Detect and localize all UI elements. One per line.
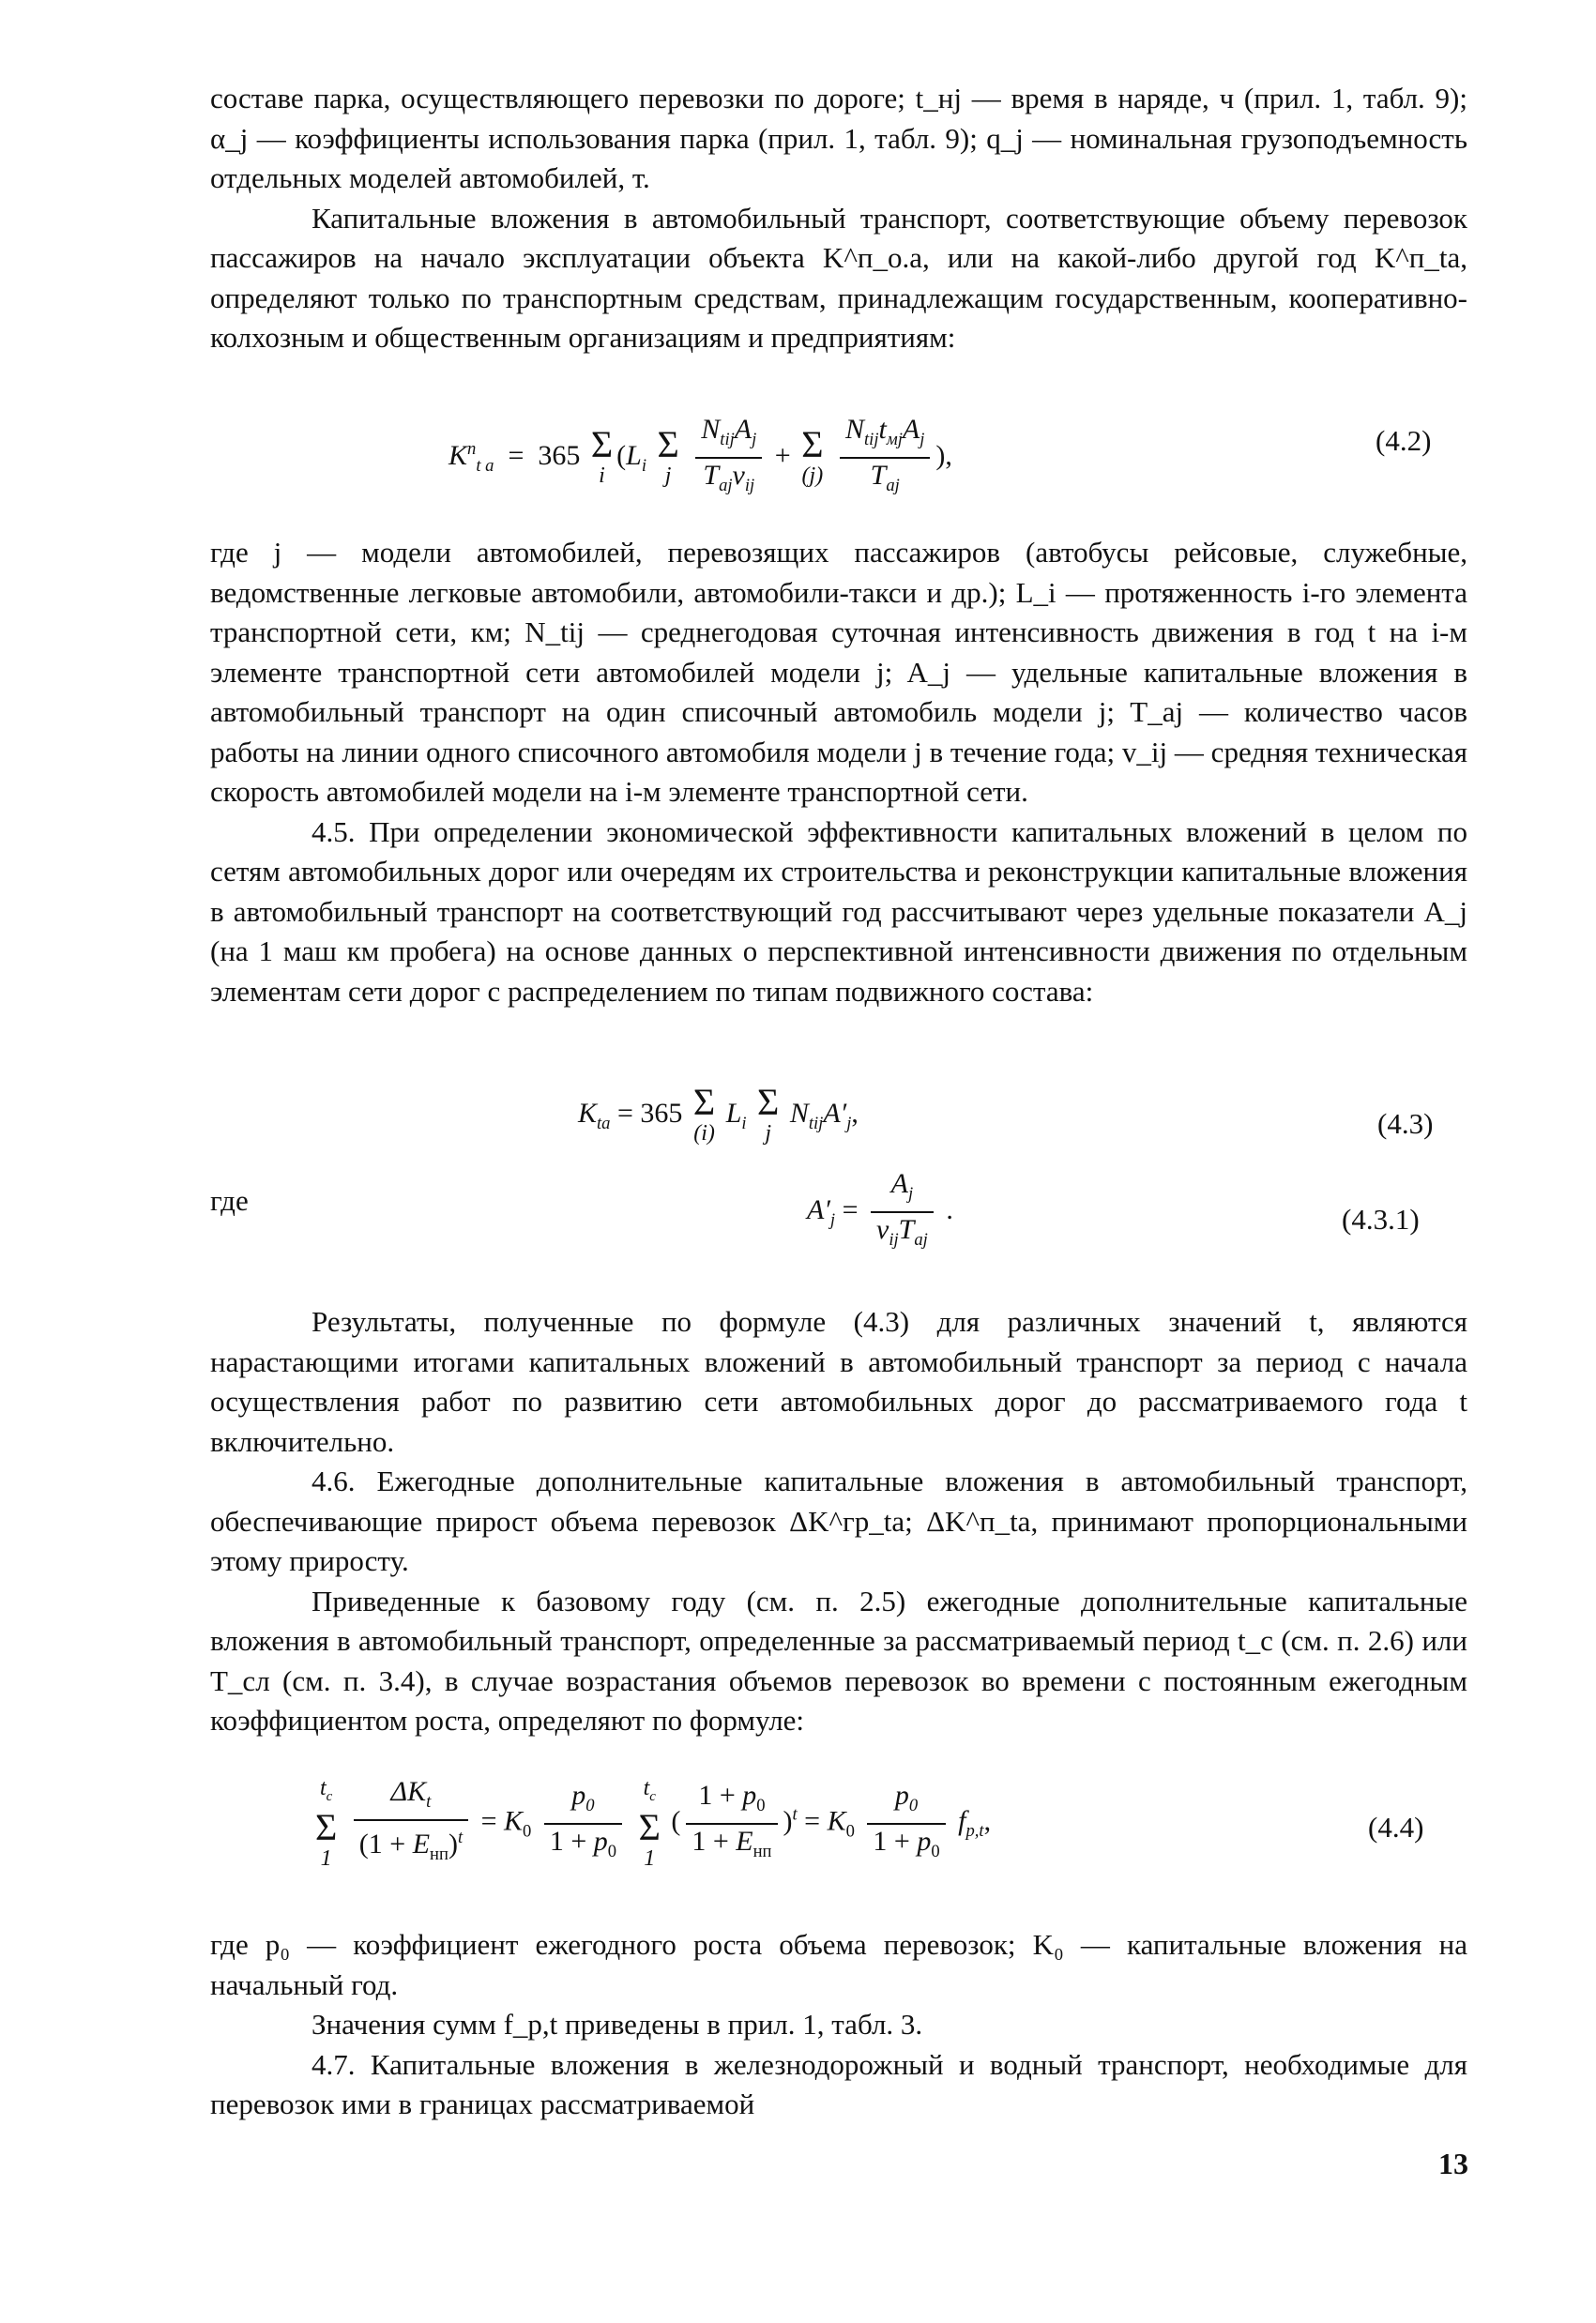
formula-4-4: $t_c$ Σ 1 $\frac{\Delta K_t}{(1 + E_{нп})^t}$ = $K_0$ $\frac{p_0}{1 + p_0}$ $t_c$ Σ 1 ( $\frac{1 + p_0}{1 + E_{нп}}$ )$^t = K_0$ $\frac{p_0}{1 + p_0}$ $f_{p,t}$, (315, 1776, 992, 1871)
equation-number-4-2: (4.2) (1376, 424, 1432, 457)
formula-4-3: $K_{ta} = 365$ Σ (i) $L_i$ Σ j $N_{tij}A'_j$, (578, 1081, 859, 1146)
equation-number-4-3: (4.3) (1377, 1107, 1434, 1140)
page-number: 13 (1438, 2147, 1468, 2180)
formula-4-2: $K^п_{t а} = 365$ Σ i ($L_i$ Σ j $\frac{N_{tij}A_j}{T_{aj}v_{ij}}$ + Σ (j) $\frac{N_{tij}t_{мj}A_j}{T_{aj}}$ ), (448, 414, 952, 495)
equation-number-4-3-1: (4.3.1) (1342, 1203, 1420, 1236)
paragraph-capital-investment: Капитальные вложения в автомобильный транспорт, соответствующие объему перевозок пассажиров на начало эксплуатации объекта K^п_о.а, или на какой-либо другой год K^п_ta, определяют только по транспортным средствам, принадлежащим государственным, кооперативно-колхозным и общественным организациям и предприятиям: (210, 201, 1467, 354)
paragraph-4-5: 4.5. При определении экономической эффективности капитальных вложений в целом по сетям автомобильных дорог или очередям их строительства и реконструкции капитальные вложения в автомобильный транспорт на соответствующий год рассчитывают через удельные показатели A_j (на 1 маш км пробега) на основе данных о перспективной интенсивности движения по отдельным элементам сети дорог с распределением по типам подвижного состава: (210, 814, 1467, 1008)
paragraph-p0-definition: где p₀ — коэффициент ежегодного роста объема перевозок; K₀ — капитальные вложения на начальный год. (210, 1928, 1467, 2001)
paragraph-4-7: 4.7. Капитальные вложения в железнодорожный и водный транспорт, необходимые для перевозок ими в границах рассматриваемой (210, 2047, 1467, 2120)
text-block-lower (210, 1302, 1467, 1741)
paragraph-sum-values: Значения сумм f_p,t приведены в прил. 1, табл. 3. (312, 2008, 923, 2041)
paragraph-definitions: где j — модели автомобилей, перевозящих пассажиров (автобусы рейсовые, служебные, ведомственные легковые автомобили, автомобили-такси и др.); L_i — протяженность i-го элемента транспортной сети, км; N_tij — среднегодовая суточная интенсивность движения в год t на i-м элементе транспортной сети автомобилей модели j; A_j — удельные капитальные вложения в автомобильный транспорт на один списочный автомобиль модели j; T_aj — количество часов работы на линии одного списочного автомобиля модели j в течение года; v_ij — средняя техническая скорость автомобилей модели на i-м элементе транспортной сети. (210, 536, 1467, 808)
formula-4-3-1: $A'_j$ = $\frac{A_j}{v_{ij}T_{aj}}$ . (807, 1168, 953, 1250)
equation-number-4-4: (4.4) (1368, 1811, 1424, 1844)
paragraph-continuation: составе парка, осуществляющего перевозки по дороге; t_нj — время в наряде, ч (прил. 1, табл. 9); α_j — коэффициенты использования парка (прил. 1, табл. 9); q_j — номинальная грузоподъемность отдельных моделей автомобилей, т. (210, 82, 1467, 194)
text-block-bottom (210, 1925, 1467, 2125)
text-block-middle (210, 533, 1467, 1011)
where-label: где (210, 1184, 249, 1217)
paragraph-4-6: 4.6. Ежегодные дополнительные капитальные вложения в автомобильный транспорт, обеспечивающие прирост объема перевозок ΔK^гр_ta; ΔK^п_ta, принимают пропорциональными этому приросту. (210, 1465, 1467, 1577)
paragraph-reduced: Приведенные к базовому году (см. п. 2.5) ежегодные дополнительные капитальные вложения в автомобильный транспорт, определенные за рассматриваемый период t_с (см. п. 2.6) или T_сл (см. п. 3.4), в случае возрастания объемов перевозок во времени с постоянным ежегодным коэффициентом роста, определяют по формуле: (210, 1584, 1467, 1737)
text-block-top (210, 79, 1467, 358)
paragraph-results: Результаты, полученные по формуле (4.3) для различных значений t, являются нарастающими итогами капитальных вложений в автомобильный транспорт за период с начала осуществления работ по развитию сети автомобильных дорог до рассматриваемого года t включительно. (210, 1305, 1467, 1458)
